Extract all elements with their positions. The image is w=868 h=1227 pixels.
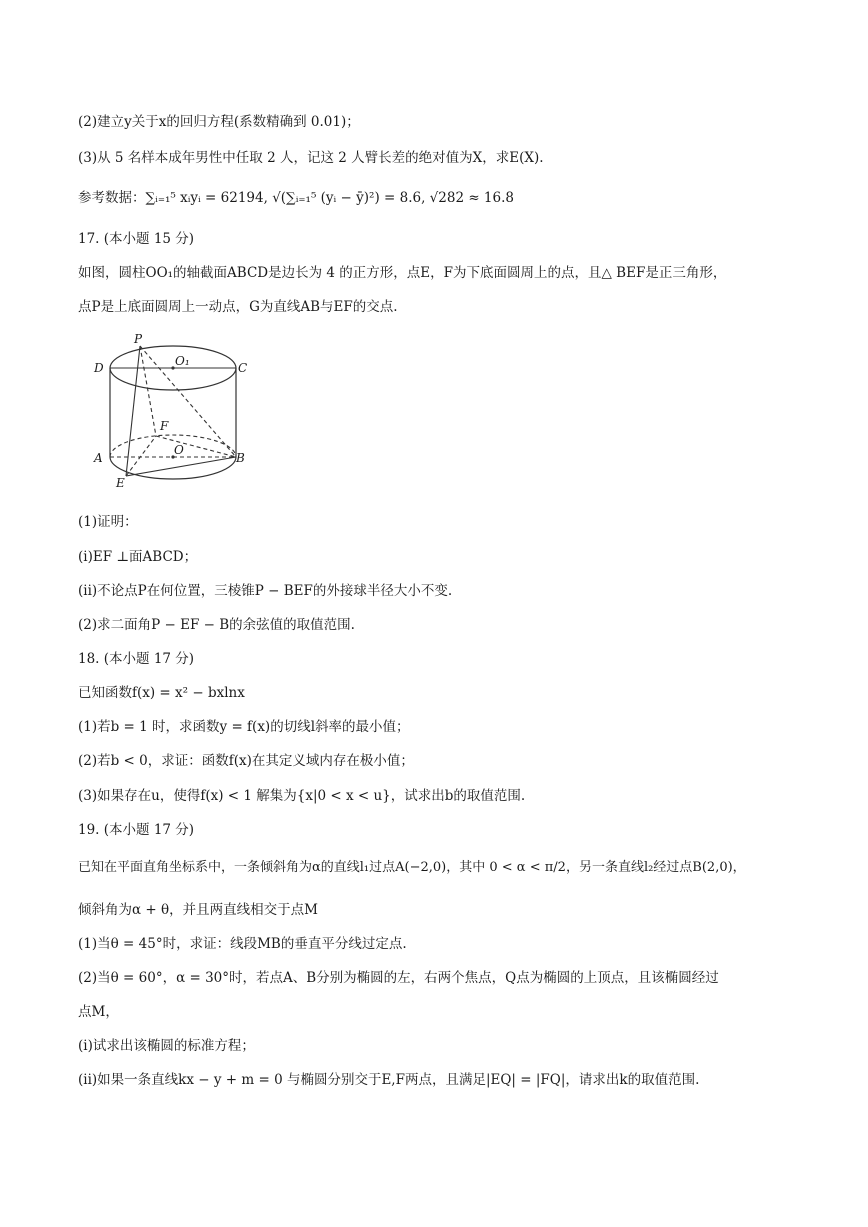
text-line-3: 参考数据：∑ᵢ₌₁⁵ xᵢyᵢ = 62194, √(∑ᵢ₌₁⁵ (yᵢ − ȳ)²) = 8.6, √282 ≈ 16.8 — [78, 190, 514, 206]
text-line-18: 倾斜角为α + θ，并且两直线相交于点M — [78, 902, 318, 918]
segment-EB — [126, 457, 236, 476]
text-line-23: (ii)如果一条直线kx − y + m = 0 与椭圆分别交于E,F两点，且满足|EQ| = |FQ|，请求出k的取值范围. — [78, 1072, 700, 1088]
text-line-12: 已知函数f(x) = x² − bxlnx — [78, 685, 245, 701]
text-line-9: (ii)不论点P在何位置，三棱锥P − BEF的外接球半径大小不变. — [78, 583, 453, 599]
text-line-21: 点M， — [78, 1004, 119, 1020]
text-line-7: (1)证明： — [78, 514, 138, 530]
text-line-17: 已知在平面直角坐标系中，一条倾斜角为α的直线l₁过点A(−2,0)，其中 0 < α < π/2，另一条直线l₂经过点B(2,0)， — [78, 860, 746, 875]
segment-EF — [126, 436, 156, 476]
text-line-13: (1)若b = 1 时，求函数y = f(x)的切线l斜率的最小值； — [78, 719, 410, 735]
label-F: F — [160, 419, 169, 433]
text-line-1: (2)建立y关于x的回归方程(系数精确到 0.01)； — [78, 114, 360, 130]
text-line-22: (i)试求出该椭圆的标准方程； — [78, 1038, 255, 1054]
text-line-4: 17. (本小题 15 分) — [78, 231, 195, 247]
label-A: A — [94, 451, 103, 465]
label-D: D — [94, 361, 104, 375]
segment-PF — [140, 346, 156, 436]
text-line-8: (i)EF ⊥面ABCD； — [78, 549, 198, 565]
text-line-15: (3)如果存在u，使得f(x) < 1 解集为{x|0 < x < u}，试求出b的取值范围. — [78, 788, 526, 804]
label-C: C — [238, 361, 248, 375]
cylinder-figure — [88, 330, 268, 490]
segment-FB — [156, 436, 236, 457]
text-line-20: (2)当θ = 60°，α = 30°时，若点A、B分别为椭圆的左，右两个焦点，Q点为椭圆的上顶点，且该椭圆经过 — [78, 970, 719, 986]
label-O: O — [174, 443, 184, 457]
text-line-19: (1)当θ = 45°时，求证：线段MB的垂直平分线过定点. — [78, 936, 407, 952]
label-P: P — [134, 332, 143, 346]
text-line-10: (2)求二面角P − EF − B的余弦值的取值范围. — [78, 617, 355, 633]
label-E: E — [116, 476, 125, 490]
text-line-11: 18. (本小题 17 分) — [78, 651, 195, 667]
text-line-6: 点P是上底面圆周上一动点，G为直线AB与EF的交点. — [78, 299, 398, 315]
cylinder-diagram — [88, 330, 268, 490]
text-line-16: 19. (本小题 17 分) — [78, 822, 195, 838]
label-B: B — [236, 451, 245, 465]
text-line-2: (3)从 5 名样本成年男性中任取 2 人，记这 2 人臂长差的绝对值为X，求E(X). — [78, 150, 544, 166]
text-line-5: 如图，圆柱OO₁的轴截面ABCD是边长为 4 的正方形，点E，F为下底面圆周上的点，且△ BEF是正三角形， — [78, 265, 727, 281]
label-O1: O₁ — [175, 354, 190, 368]
text-line-14: (2)若b < 0，求证：函数f(x)在其定义域内存在极小值； — [78, 753, 414, 769]
